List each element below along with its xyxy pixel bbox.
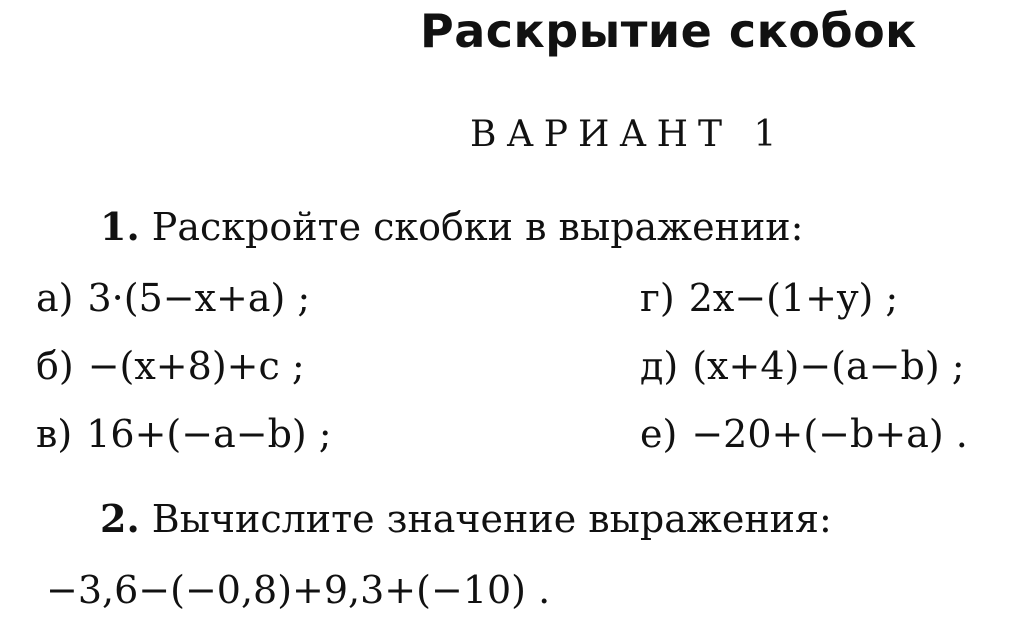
task-1-text: Раскройте скобки в выражении: (151, 205, 804, 249)
exercise-item-d (640, 344, 965, 388)
exercise-expression: 3·(5−x+a) ; (87, 276, 311, 320)
task-2-text: Вычислите значение выражения: (151, 497, 832, 541)
task-1-number: 1. (100, 204, 140, 249)
exercise-expression: 2x−(1+y) ; (688, 276, 899, 320)
exercise-expression: −(x+8)+c ; (87, 344, 305, 388)
exercise-item-v (36, 412, 332, 456)
exercise-item-g (640, 276, 898, 320)
page-title: Раскрытие скобок (420, 4, 917, 58)
exercise-item-e (640, 412, 968, 456)
exercise-expression: −20+(−b+a) . (691, 412, 968, 456)
variant-heading: ВАРИАНТ 1 (470, 114, 787, 155)
exercise-label: е) (640, 412, 678, 456)
task-2-expression: −3,6−(−0,8)+9,3+(−10) . (46, 568, 551, 612)
exercise-label: в) (36, 412, 73, 456)
exercise-label: а) (36, 276, 74, 320)
exercise-item-a (36, 276, 310, 320)
exercise-item-b (36, 344, 305, 388)
task-2-number: 2. (100, 496, 140, 541)
exercise-expression: 16+(−a−b) ; (86, 412, 332, 456)
exercise-label: б) (36, 344, 74, 388)
exercise-expression: (x+4)−(a−b) ; (692, 344, 965, 388)
exercise-label: г) (640, 276, 675, 320)
exercise-label: д) (640, 344, 679, 388)
task-1-heading (100, 204, 803, 249)
task-2-heading (100, 496, 832, 541)
